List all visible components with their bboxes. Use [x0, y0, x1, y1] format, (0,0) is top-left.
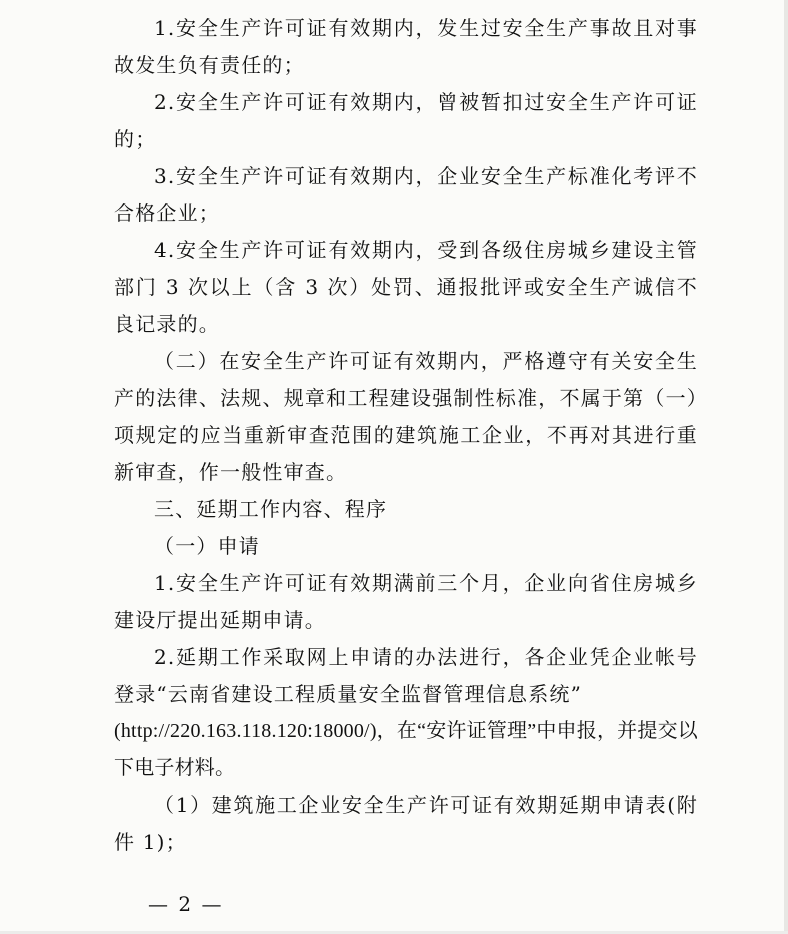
- paragraph-8: （1）建筑施工企业安全生产许可证有效期延期申请表(附件 1)；: [114, 793, 698, 854]
- page-number: — 2 —: [148, 892, 224, 916]
- section-heading: 三、延期工作内容、程序: [154, 497, 388, 521]
- paragraph-7: 2.延期工作采取网上申请的办法进行，各企业凭企业帐号登录“云南省建设工程质量安全监督管理信息系统”: [114, 645, 698, 706]
- paragraph-4: 4.安全生产许可证有效期内，受到各级住房城乡建设主管部门 3 次以上（含 3 次）处罚、通报批评或安全生产诚信不良记录的。: [114, 238, 698, 336]
- paragraph-6: 1.安全生产许可证有效期满前三个月，企业向省住房城乡建设厅提出延期申请。: [114, 571, 698, 632]
- document-body: [114, 10, 698, 861]
- paragraph-3: 3.安全生产许可证有效期内，企业安全生产标准化考评不合格企业；: [114, 164, 698, 225]
- paragraph-5: （二）在安全生产许可证有效期内，严格遵守有关安全生产的法律、法规、规章和工程建设强制性标准，不属于第（一）项规定的应当重新审查范围的建筑施工企业，不再对其进行重新审查，作一般性审查。: [114, 349, 698, 484]
- page-edge: [784, 0, 788, 934]
- subsection-heading: （一）申请: [154, 534, 260, 558]
- url-line: (http://220.163.118.120:18000/)，在“安许证管理”中申报，并提交以下电子材料。: [114, 720, 698, 779]
- paragraph-1: 1.安全生产许可证有效期内，发生过安全生产事故且对事故发生负有责任的；: [114, 16, 698, 77]
- paragraph-2: 2.安全生产许可证有效期内，曾被暂扣过安全生产许可证的；: [114, 90, 698, 151]
